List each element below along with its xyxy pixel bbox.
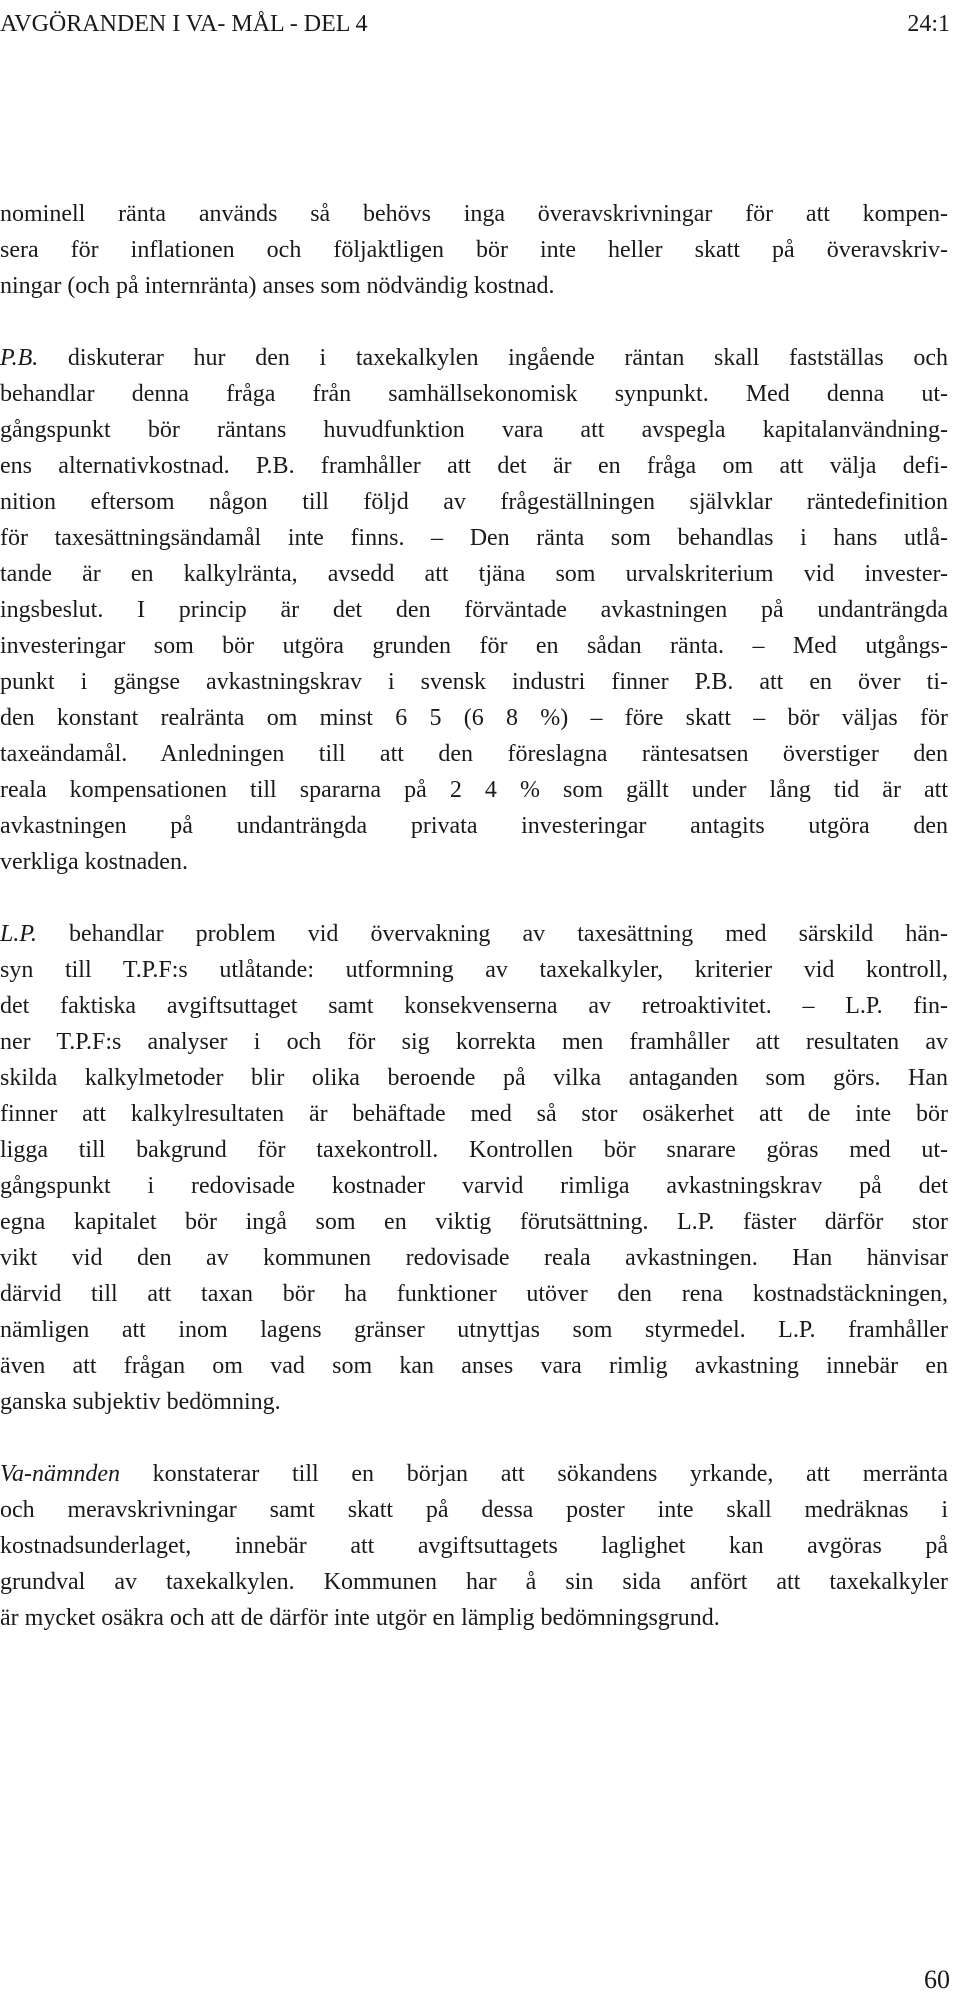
paragraph-va-namnden [0,1456,948,1636]
text-line: vikt vid den av kommunen redovisade reala avkastningen. Han hänvisar [0,1245,948,1271]
text-line: är mycket osäkra och att de därför inte utgör en lämplig bedömningsgrund. [0,1605,720,1631]
text-line: investeringar som bör utgöra grunden för en sådan ränta. – Med utgångs- [0,633,948,659]
text-line: punkt i gängse avkastningskrav i svensk industri finner P.B. att en över ti- [0,669,948,695]
text-line: det faktiska avgiftsuttaget samt konsekvenserna av retroaktivitet. – L.P. fin- [0,993,948,1019]
text-line: behandlar denna fråga från samhällsekonomisk synpunkt. Med denna ut- [0,381,948,407]
text-line: ganska subjektiv bedömning. [0,1389,281,1415]
body-name-va-namnden: Va-nämnden [0,1461,120,1487]
text-line: syn till T.P.F:s utlåtande: utformning av taxekalkyler, kriterier vid kontroll, [0,957,948,983]
paragraph-lp [0,916,948,1420]
section-reference: 24:1 [907,11,950,37]
author-initials-lp: L.P. [0,921,37,947]
text-line: gångspunkt bör räntans huvudfunktion vara att avspegla kapitalanvändning- [0,417,948,443]
text-line: egna kapitalet bör ingå som en viktig förutsättning. L.P. fäster därför stor [0,1209,948,1235]
text-line: reala kompensationen till spararna på 2 4 % som gällt under lång tid är att [0,777,948,803]
text-line: nominell ränta används så behövs inga överavskrivningar för att kompen- [0,201,948,227]
text-line: för taxesättningsändamål inte finns. – Den ränta som behandlas i hans utlå- [0,525,948,551]
text-line: verkliga kostnaden. [0,849,188,875]
text-line: P.B. diskuterar hur den i taxekalkylen ingående räntan skall fastställas och [0,345,948,371]
text-line: tande är en kalkylränta, avsedd att tjäna som urvalskriterium vid invester- [0,561,948,587]
text-line: och meravskrivningar samt skatt på dessa poster inte skall medräknas i [0,1497,948,1523]
text-line: Va-nämnden konstaterar till en början att sökandens yrkande, att merränta [0,1461,948,1487]
text-line: sera för inflationen och följaktligen bör inte heller skatt på överavskriv- [0,237,948,263]
text-line: därvid till att taxan bör ha funktioner utöver den rena kostnadstäckningen, [0,1281,948,1307]
text-line: ner T.P.F:s analyser i och för sig korrekta men framhåller att resultaten av [0,1029,948,1055]
text-line: kostnadsunderlaget, innebär att avgiftsuttagets laglighet kan avgöras på [0,1533,948,1559]
text-line: ingsbeslut. I princip är det den förväntade avkastningen på undanträngda [0,597,948,623]
text-line: nition eftersom någon till följd av frågeställningen självklar räntedefinition [0,489,948,515]
text-line: grundval av taxekalkylen. Kommunen har å sin sida anfört att taxekalkyler [0,1569,948,1595]
text-line: ens alternativkostnad. P.B. framhåller att det är en fråga om att välja defi- [0,453,948,479]
text-line: även att frågan om vad som kan anses vara rimlig avkastning innebär en [0,1353,948,1379]
text-line: nämligen att inom lagens gränser utnyttjas som styrmedel. L.P. framhåller [0,1317,948,1343]
running-header [0,6,950,42]
text-line: taxeändamål. Anledningen till att den föreslagna räntesatsen överstiger den [0,741,948,767]
running-title: AVGÖRANDEN I VA- MÅL - DEL 4 [0,11,368,37]
text-line: ligga till bakgrund för taxekontroll. Kontrollen bör snarare göras med ut- [0,1137,948,1163]
author-initials-pb: P.B. [0,345,39,371]
paragraph-inflation [0,196,948,304]
paragraph-pb [0,340,948,880]
text-line: avkastningen på undanträngda privata investeringar antagits utgöra den [0,813,948,839]
text-line: finner att kalkylresultaten är behäftade med så stor osäkerhet att de inte bör [0,1101,948,1127]
document-body [0,196,948,1672]
text-line: skilda kalkylmetoder blir olika beroende på vilka antaganden som görs. Han [0,1065,948,1091]
text-line: den konstant realränta om minst 6 5 (6 8 %) – före skatt – bör väljas för [0,705,948,731]
text-line: L.P. behandlar problem vid övervakning av taxesättning med särskild hän- [0,921,948,947]
text-line: ningar (och på internränta) anses som nödvändig kostnad. [0,273,555,299]
page-number: 60 [924,1965,950,1994]
text-line: gångspunkt i redovisade kostnader varvid rimliga avkastningskrav på det [0,1173,948,1199]
